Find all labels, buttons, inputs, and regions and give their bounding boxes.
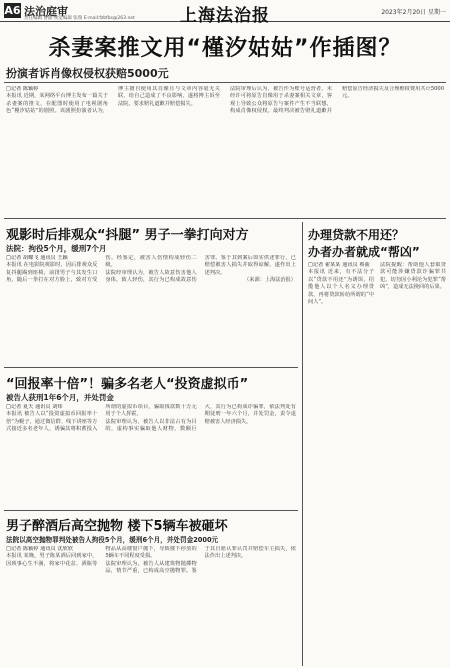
byline: □记者 夏天 通讯员 刘炜 xyxy=(6,404,63,410)
story5-headline: 办理贷款不用还？ xyxy=(308,228,405,242)
story2-subhead: 法院：拘役5个月，缓刑7个月 xyxy=(6,244,107,253)
lead-body xyxy=(6,86,444,216)
paragraph: 法院提醒：帮助他人套取贷款可能涉嫌贷款诈骗罪共犯，切勿因小利沦为犯罪“帮凶”，造成无法挽回的后果。 xyxy=(380,262,446,291)
issue-date: 2023年2月20日 星期一 xyxy=(381,9,446,16)
story3-subhead: 被告人获刑1年6个月，并处罚金 xyxy=(6,393,114,402)
byline: □记者 陈颖婷 xyxy=(6,86,39,92)
source-note: （来源：上海法治报） xyxy=(244,277,296,284)
paragraph: 法院审理认为，被告人从建筑物抛掷物品，情节严重，已构成高空抛物罪。鉴于其自愿认罪认罚并赔偿车主损失，依法作出上述判决。 xyxy=(105,546,296,575)
story2-body xyxy=(6,255,296,365)
paper-name: 上海法治报 xyxy=(180,6,270,26)
story4-subhead: 法院以高空抛物罪判处被告人拘役5个月，缓刑6个月，并处罚金2000元 xyxy=(6,536,219,544)
byline: □记者 陈颖婷 通讯员 沈欣欣 xyxy=(6,546,73,552)
byline: □记者 胡蝶飞 通讯员 王颖 xyxy=(6,255,68,261)
divider xyxy=(4,82,446,83)
story5-body xyxy=(308,262,446,662)
story5-headline2: 办者办者就成“帮凶” xyxy=(308,245,420,259)
lead-headline: 杀妻案推文用“槿汐姑姑”作插图？ xyxy=(48,36,402,61)
story4-headline: 男子醉酒后高空抛物 楼下5辆车被砸坏 xyxy=(6,519,228,534)
paragraph: 本报讯 被告人以“投资虚拟币回报率十倍”为幌子，通过微信群、线下讲座等方式接近多名老年人，诱骗其将积蓄投入所谓的虚拟币项目，骗取钱款数十万元用于个人挥霍。 xyxy=(6,404,197,433)
paragraph: 法院审理认为，被告人以非法占有为目的，虚构事实骗取他人财物，数额巨大，其行为已构成诈骗罪，依法判处有期徒刑一年六个月，并处罚金，责令退赔被害人经济损失。 xyxy=(105,404,296,433)
paragraph: 本报讯 近来，有不法分子以“贷款不用还”为诱饵，招揽他人以个人名义办理贷款，再将贷款转给所谓的“中间人”。 xyxy=(308,269,374,306)
story3-headline: “回报率十倍”！骗多名老人“投资虚拟币” xyxy=(6,377,249,392)
paragraph: 本报讯 在电影院观影时，因后排观众反复抖腿踢到座椅，前排男子与其发生口角，随后一拳打在对方脸上，致对方受伤。经鉴定，被害人伤情构成轻伤二级。 xyxy=(6,255,197,284)
story2-headline: 观影时后排观众“抖腿” 男子一拳打向对方 xyxy=(6,228,249,243)
story4-body xyxy=(6,546,296,664)
story3-body xyxy=(6,404,296,508)
paragraph: 法院经审理认为，被告人故意伤害他人身体，致人轻伤，其行为已构成故意伤害罪。鉴于其到案后如实供述罪行，已赔偿被害人损失并取得谅解，遂作出上述判决。 xyxy=(105,255,296,284)
editor-line: 责任编辑 曹甜 视觉编辑 张瑞 E-mail:fzbfbs@263.net xyxy=(24,16,135,21)
lead-subhead: 扮演者诉肖像权侵权获赔5000元 xyxy=(6,67,169,80)
paragraph: 法院审理后认为，被告作为账号运营者，未经许可将原告肖像用于杀妻案相关文章，客观上导致公众将原告与案件产生不当联想，构成肖像权侵权。最终判决被告赔礼道歉并赔偿原告经济损失及合理维权费用共计5000元。 xyxy=(230,86,444,115)
divider xyxy=(4,218,446,219)
section-title: 法治庭审 xyxy=(24,5,68,18)
page-number: A6 xyxy=(4,4,21,17)
masthead-strip xyxy=(0,0,450,26)
paragraph: 本报讯 近期，某网络平台博主发布一篇关于杀妻案的推文，在配图时使用了电视剧角色“槿汐姑姑”的剧照。该剧照扮演者认为，博主擅自使用其肖像且与文章内容毫无关联，给自己造成了不良影响，遂将博主诉至法院，要求赔礼道歉并赔偿损失。 xyxy=(6,86,220,115)
paragraph: 本报讯 某晚，男子陈某酒后回到家中，因琐事心生不满，将家中花盆、酒瓶等物品从高楼窗户抛下，导致楼下停放的5辆车不同程度受损。 xyxy=(6,546,197,567)
divider xyxy=(4,367,298,368)
byline: □记者 翟某某 通讯员 蔡曲 xyxy=(308,262,370,268)
divider xyxy=(4,510,298,511)
column-divider xyxy=(302,222,303,666)
